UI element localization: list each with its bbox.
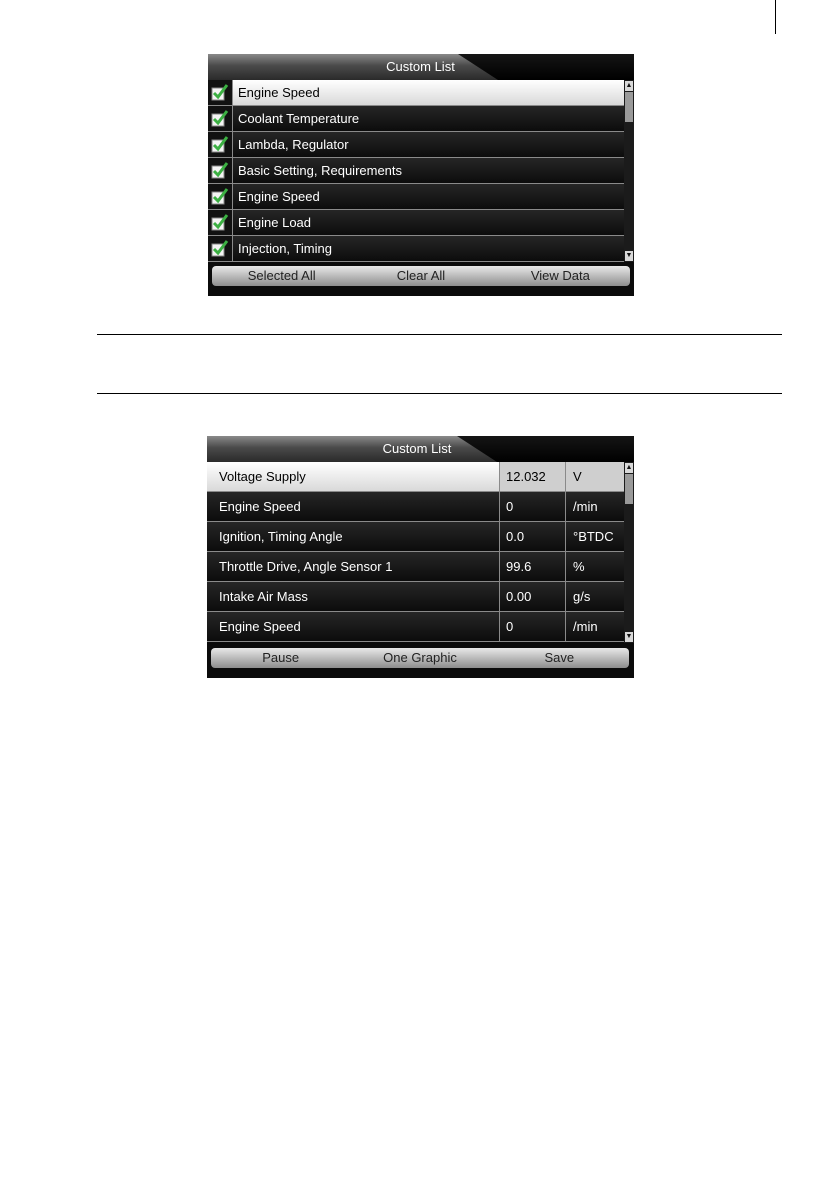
list-item-label: Engine Speed: [238, 189, 320, 204]
view-data-button[interactable]: View Data: [530, 268, 590, 283]
button-bar: [212, 266, 630, 286]
param-name: Engine Speed: [219, 619, 301, 634]
param-name: Intake Air Mass: [219, 589, 308, 604]
scroll-thumb[interactable]: [625, 92, 633, 122]
param-value: 99.6: [499, 552, 572, 581]
param-unit: %: [565, 552, 626, 581]
clear-all-button[interactable]: Clear All: [396, 268, 446, 283]
list-item-label: Lambda, Regulator: [238, 137, 349, 152]
param-value: 0: [499, 492, 572, 521]
param-unit: V: [565, 462, 626, 491]
list-item[interactable]: [208, 106, 624, 132]
list-item[interactable]: [208, 210, 624, 236]
divider-bottom: [97, 393, 782, 394]
scroll-down-icon[interactable]: ▼: [625, 252, 633, 259]
table-row[interactable]: [207, 492, 624, 522]
select-all-button[interactable]: Selected All: [247, 268, 316, 283]
list-item-label: Basic Setting, Requirements: [238, 163, 403, 178]
list-item[interactable]: [208, 132, 624, 158]
pause-button[interactable]: Pause: [262, 650, 300, 665]
param-unit: /min: [565, 492, 626, 521]
param-name: Engine Speed: [219, 499, 301, 514]
param-value: 0.0: [499, 522, 572, 551]
param-value: 12.032: [499, 462, 572, 491]
param-unit: g/s: [565, 582, 626, 611]
scrollbar[interactable]: [624, 80, 634, 262]
checkbox-checked-icon[interactable]: [208, 80, 233, 105]
table-row[interactable]: [207, 582, 624, 612]
list-item[interactable]: [208, 80, 624, 106]
title-bar: [207, 436, 634, 462]
screen-title: Custom List: [386, 59, 455, 74]
divider-top: [97, 334, 782, 335]
button-bar: [211, 648, 629, 668]
param-unit: /min: [565, 612, 626, 641]
param-name: Voltage Supply: [219, 469, 306, 484]
table-row[interactable]: [207, 522, 624, 552]
custom-list-select-screen: [208, 54, 634, 296]
table-row[interactable]: [207, 552, 624, 582]
scroll-up-icon[interactable]: ▲: [625, 82, 633, 89]
param-name: Throttle Drive, Angle Sensor 1: [219, 559, 393, 574]
list-item[interactable]: [208, 184, 624, 210]
checkbox-checked-icon[interactable]: [208, 184, 233, 209]
param-name: Ignition, Timing Angle: [219, 529, 343, 544]
one-graphic-button[interactable]: One Graphic: [383, 650, 457, 665]
custom-list-data-screen: [207, 436, 634, 678]
table-row[interactable]: [207, 462, 624, 492]
title-bar: [208, 54, 634, 80]
live-data-table: [207, 462, 624, 642]
list-item-label: Engine Load: [238, 215, 312, 230]
scroll-thumb[interactable]: [625, 474, 633, 504]
list-item-label: Coolant Temperature: [238, 111, 360, 126]
scrollbar[interactable]: [624, 462, 634, 643]
checkbox-checked-icon[interactable]: [208, 236, 233, 261]
scroll-down-icon[interactable]: ▼: [625, 633, 633, 640]
parameter-list: [208, 80, 624, 262]
param-value: 0.00: [499, 582, 572, 611]
scroll-up-icon[interactable]: ▲: [625, 464, 633, 471]
crop-mark: [775, 0, 776, 34]
screen-title: Custom List: [382, 441, 452, 456]
table-row[interactable]: [207, 612, 624, 642]
list-item-label: Engine Speed: [238, 85, 320, 100]
checkbox-checked-icon[interactable]: [208, 210, 233, 235]
list-item-label: Injection, Timing: [238, 241, 332, 256]
save-button[interactable]: Save: [544, 650, 575, 665]
param-unit: °BTDC: [565, 522, 626, 551]
param-value: 0: [499, 612, 572, 641]
list-item[interactable]: [208, 158, 624, 184]
checkbox-checked-icon[interactable]: [208, 158, 233, 183]
checkbox-checked-icon[interactable]: [208, 132, 233, 157]
list-item[interactable]: [208, 236, 624, 262]
checkbox-checked-icon[interactable]: [208, 106, 233, 131]
